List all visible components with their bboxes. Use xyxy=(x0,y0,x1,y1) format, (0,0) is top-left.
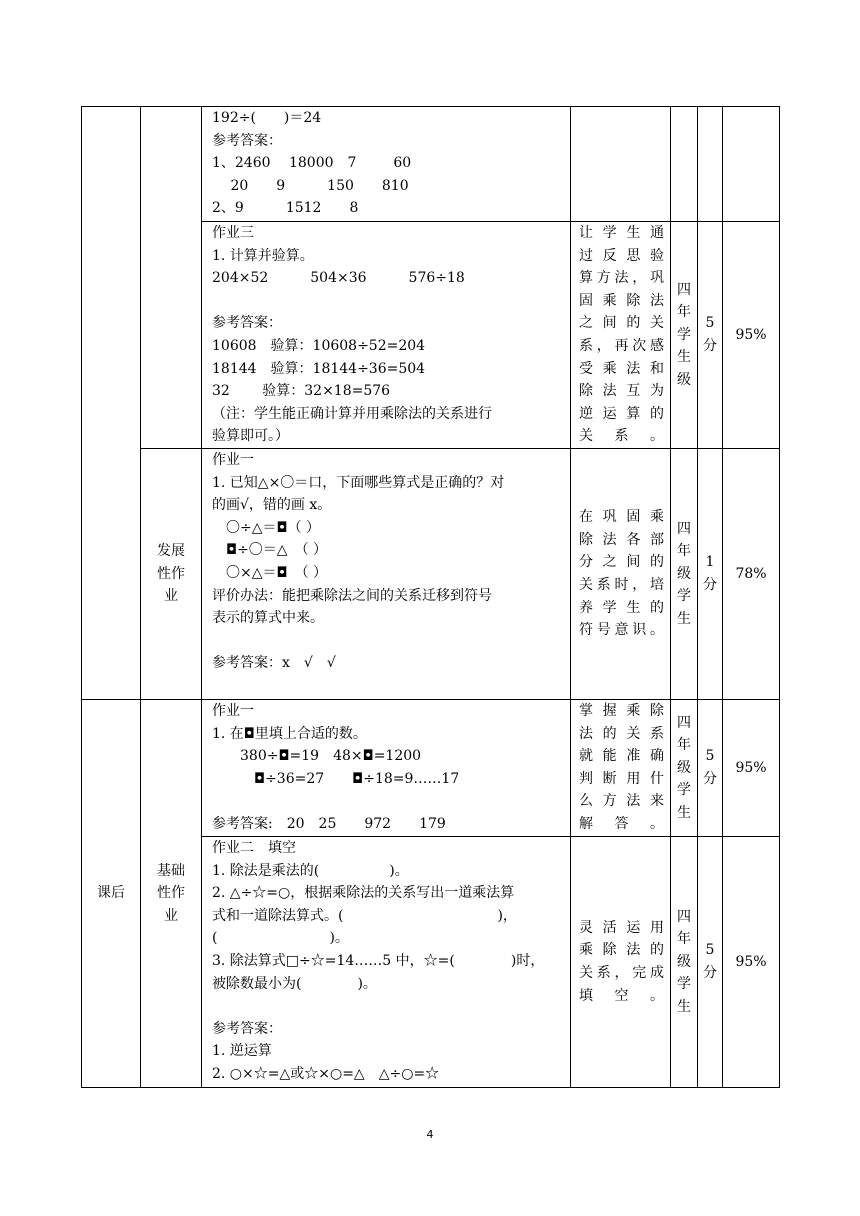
content-line: 10608 验算：10608÷52=204 xyxy=(212,337,426,354)
time-cell xyxy=(698,700,723,837)
rate-cell xyxy=(723,222,780,449)
content-cell xyxy=(202,222,571,449)
category-line: 业 xyxy=(164,588,178,605)
time-char: 分 xyxy=(703,338,717,354)
purpose-line: 判断用什 xyxy=(579,770,664,787)
content-line xyxy=(212,790,562,813)
time-char: 5 xyxy=(705,315,715,332)
grade-char: 生 xyxy=(677,610,691,627)
purpose-line: 除法各部 xyxy=(579,531,664,548)
purpose-line: 掌握乘除 xyxy=(579,703,664,719)
grade-char: 四 xyxy=(677,520,691,537)
content-cell xyxy=(202,107,571,222)
content-line: （注：学生能正确计算并用乘除法的关系进行 xyxy=(212,405,492,422)
grade-char: 年 xyxy=(677,931,691,948)
purpose-line: 系，再次感 xyxy=(579,337,664,354)
content-line: 作业一 xyxy=(212,452,254,468)
content-line: 192÷( )＝24 xyxy=(212,110,322,126)
content-line: 参考答案： xyxy=(212,132,282,149)
content-line: 18144 验算：18144÷36=504 xyxy=(212,360,426,377)
content-line: 参考答案： xyxy=(212,1020,282,1037)
purpose-line: 法的关系 xyxy=(579,725,664,742)
purpose-line: 符号意识。 xyxy=(579,622,664,639)
table-row xyxy=(82,700,780,837)
grade-char: 生 xyxy=(677,998,691,1015)
content-line: ◘÷36=27 ◘÷18=9……17 xyxy=(212,770,460,787)
content-line xyxy=(212,995,562,1018)
content-line: 被除数最小为( )。 xyxy=(212,975,377,992)
grade-char: 学 xyxy=(677,588,691,605)
table-row xyxy=(82,449,780,700)
purpose-line: 乘除法的 xyxy=(579,942,664,959)
time-char: 5 xyxy=(705,942,715,959)
time-cell xyxy=(698,837,723,1088)
purpose-line: 灵活运用 xyxy=(579,919,664,936)
purpose-line: 固乘除法 xyxy=(579,292,664,309)
content-line: 2、9 1512 8 xyxy=(212,200,359,217)
rate-cell xyxy=(723,700,780,837)
purpose-line: 养学生的 xyxy=(579,599,664,616)
content-line: 作业三 xyxy=(212,225,254,241)
content-line: 380÷◘=19 48×◘=1200 xyxy=(212,748,422,765)
time-char: 1 xyxy=(705,554,715,571)
grade-char: 年 xyxy=(677,304,691,321)
purpose-line: 关系，完成 xyxy=(579,965,664,981)
content-line: 表示的算式中来。 xyxy=(212,610,324,627)
rate-cell xyxy=(723,449,780,700)
grade-char: 生 xyxy=(677,349,691,366)
content-cell xyxy=(202,700,571,837)
completion-rate: 95% xyxy=(735,759,767,776)
time-char: 5 xyxy=(705,748,715,765)
content-line: 32 验算：32×18=576 xyxy=(212,383,391,400)
content-line: 3. 除法算式□÷☆=14……5 中，☆=( )时， xyxy=(212,952,545,969)
section-cell xyxy=(82,700,141,1088)
section-cell-empty xyxy=(82,107,141,700)
purpose-line: 除法互为 xyxy=(579,383,664,400)
content-line: 1、2460 18000 7 60 xyxy=(212,155,412,172)
category-cell xyxy=(141,449,202,700)
grade-cell xyxy=(671,107,698,222)
content-line: 1. 在◘里填上合适的数。 xyxy=(212,725,367,742)
grade-char: 生 xyxy=(677,804,691,821)
time-cell xyxy=(698,449,723,700)
table-row xyxy=(82,107,780,222)
content-line: 1. 已知△×〇＝口，下面哪些算式是正确的？对 xyxy=(212,474,505,491)
purpose-cell xyxy=(571,449,671,700)
purpose-line: 之间的关 xyxy=(579,315,664,332)
purpose-line: 填空。 xyxy=(579,987,664,1004)
grade-char: 级 xyxy=(677,371,691,388)
grade-char: 四 xyxy=(677,281,691,298)
purpose-cell xyxy=(571,222,671,449)
purpose-cell xyxy=(571,700,671,837)
purpose-line: 分之间的 xyxy=(579,554,664,571)
category-line: 发展 xyxy=(157,543,185,560)
category-line: 业 xyxy=(164,907,178,924)
content-line: 参考答案: 20 25 972 179 xyxy=(212,815,446,832)
purpose-line: 过反思验 xyxy=(579,247,664,264)
category-cell-empty xyxy=(141,107,202,449)
content-line: 1. 逆运算 xyxy=(212,1043,272,1060)
category-cell xyxy=(141,700,202,1088)
purpose-line: 关系。 xyxy=(579,428,664,445)
time-cell xyxy=(698,107,723,222)
grade-char: 级 xyxy=(677,759,691,776)
content-line: 作业二 填空 xyxy=(212,840,296,856)
homework-table xyxy=(81,106,780,1088)
content-line: 验算即可。） xyxy=(212,428,289,445)
content-line: 参考答案： xyxy=(212,315,282,332)
grade-cell xyxy=(671,449,698,700)
time-char: 分 xyxy=(703,965,717,981)
content-line: 〇×△＝◘ （ ） xyxy=(212,564,328,581)
purpose-cell xyxy=(571,107,671,222)
category-line: 性作 xyxy=(157,565,185,582)
purpose-line: 在巩固乘 xyxy=(579,509,664,526)
grade-cell xyxy=(671,837,698,1088)
purpose-line: 算方法，巩 xyxy=(579,270,664,287)
purpose-line: 么方法来 xyxy=(579,793,664,810)
content-line: ◘÷〇＝△ （ ） xyxy=(212,542,328,559)
content-cell xyxy=(202,449,571,700)
purpose-line: 让学生通 xyxy=(579,225,664,241)
completion-rate: 95% xyxy=(735,953,767,970)
content-line: 的画√，错的画 x。 xyxy=(212,497,332,514)
content-cell xyxy=(202,837,571,1088)
time-cell xyxy=(698,222,723,449)
content-line xyxy=(212,290,562,313)
content-line: 1. 计算并验算。 xyxy=(212,247,314,264)
content-line: 参考答案：x √ √ xyxy=(212,655,336,672)
content-line: 式和一道除法算式。( )， xyxy=(212,907,517,924)
time-char: 分 xyxy=(703,577,717,593)
rate-cell xyxy=(723,837,780,1088)
content-line: 〇÷△＝◘（ ） xyxy=(212,519,321,536)
content-line: 2. △÷☆=○，根据乘除法的关系写出一道乘法算 xyxy=(212,885,515,902)
category-line: 性作 xyxy=(157,885,185,902)
purpose-line: 受乘法和 xyxy=(579,360,664,377)
grade-char: 学 xyxy=(677,326,691,343)
completion-rate: 95% xyxy=(735,326,767,343)
page-number: 4 xyxy=(426,1128,434,1141)
rate-cell xyxy=(723,107,780,222)
content-line: 作业一 xyxy=(212,703,254,719)
grade-char: 级 xyxy=(677,953,691,970)
grade-char: 年 xyxy=(677,543,691,560)
content-line: 20 9 150 810 xyxy=(212,177,409,194)
category-line: 基础 xyxy=(157,862,185,879)
grade-cell xyxy=(671,700,698,837)
content-line: ( )。 xyxy=(212,930,349,947)
grade-char: 学 xyxy=(677,782,691,799)
grade-char: 四 xyxy=(677,714,691,731)
time-char: 分 xyxy=(703,771,717,787)
grade-char: 学 xyxy=(677,976,691,993)
grade-char: 四 xyxy=(677,908,691,925)
purpose-line: 解答。 xyxy=(579,815,664,832)
content-line: 1. 除法是乘法的( )。 xyxy=(212,862,409,879)
content-line: 2. ○×☆=△或☆×○=△ △÷○=☆ xyxy=(212,1065,440,1082)
purpose-line: 关系时，培 xyxy=(579,577,664,593)
purpose-line: 就能准确 xyxy=(579,748,664,765)
grade-cell xyxy=(671,222,698,449)
completion-rate: 78% xyxy=(735,565,767,582)
content-line: 204×52 504×36 576÷18 xyxy=(212,270,465,287)
grade-char: 年 xyxy=(677,737,691,754)
content-line: 评价办法：能把乘除法之间的关系迁移到符号 xyxy=(212,587,492,604)
purpose-line: 逆运算的 xyxy=(579,405,664,422)
purpose-cell xyxy=(571,837,671,1088)
section-label: 课后 xyxy=(97,885,125,902)
grade-char: 级 xyxy=(677,565,691,582)
content-line xyxy=(212,630,562,653)
